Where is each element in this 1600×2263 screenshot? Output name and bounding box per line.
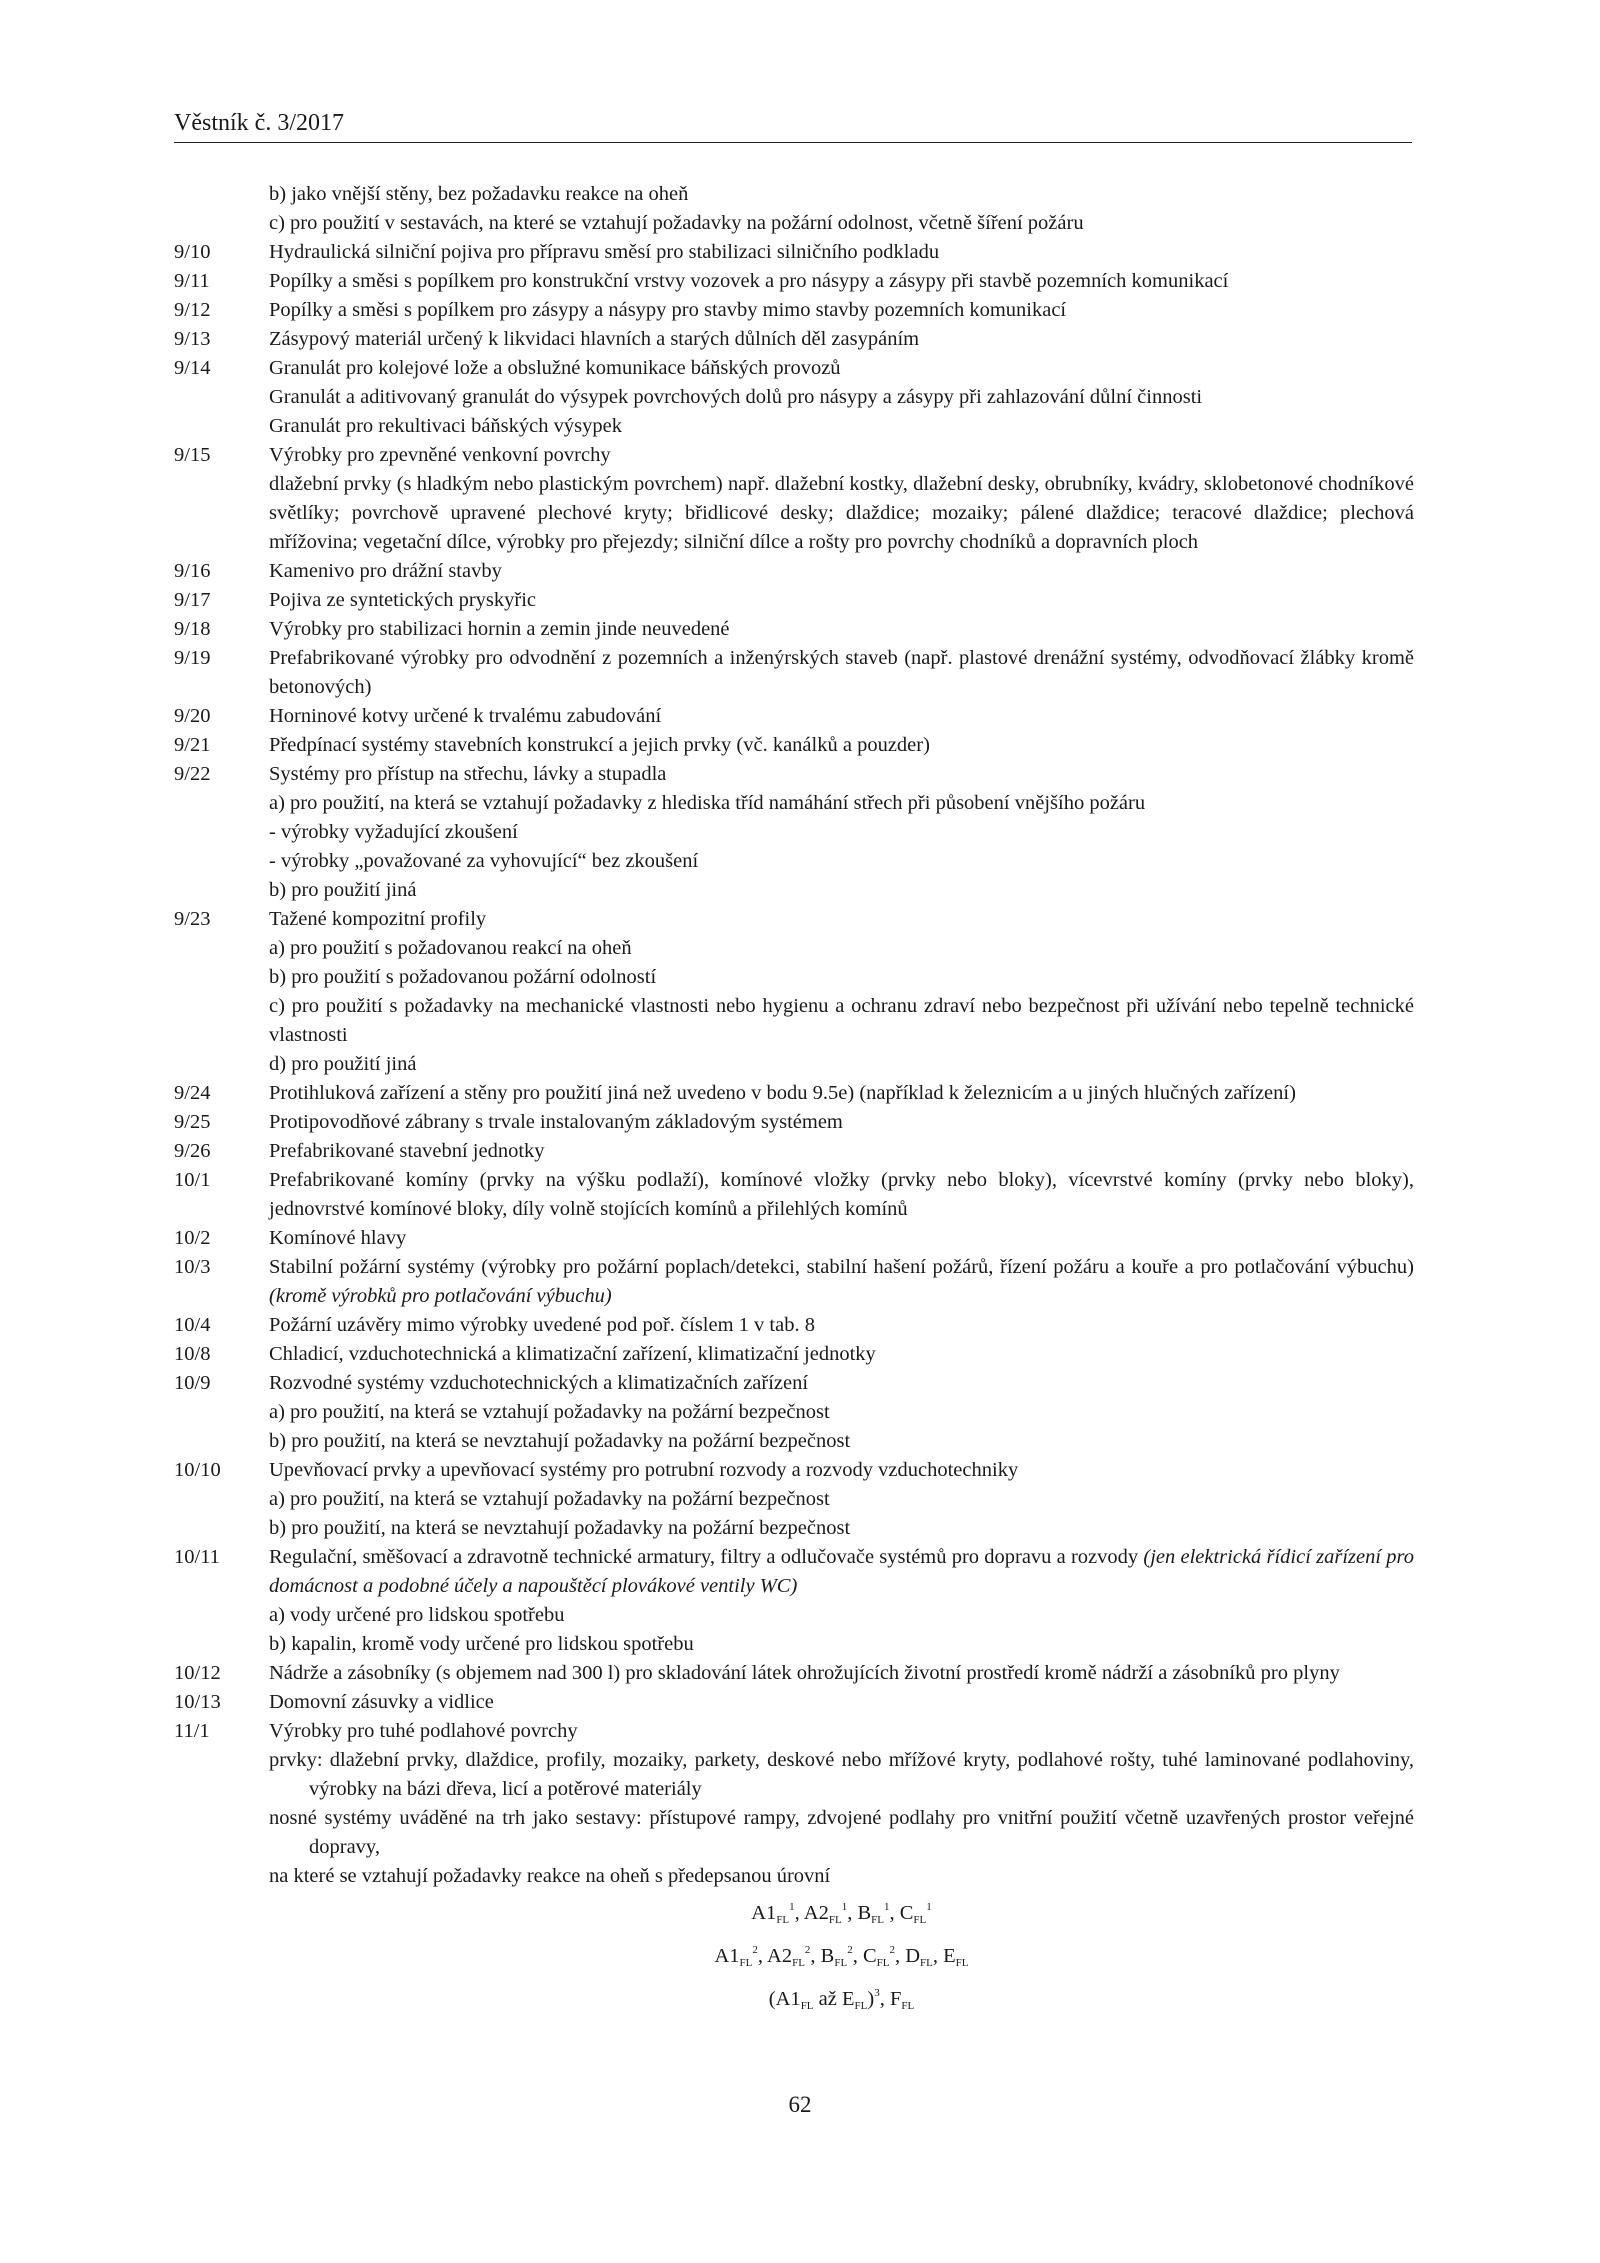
entry-text: Komínové hlavy [269, 1227, 407, 1249]
bracket: ) [867, 1988, 875, 2010]
entry-text: Prefabrikované výrobky pro odvodnění z pozemních a inženýrských staveb (např. plastové drenážní systémy, odvodňovací žlábky kromě betonových) [269, 647, 1414, 698]
entry-number: 9/10 [174, 241, 211, 263]
entry-10-2 [174, 1224, 1414, 1253]
entry-text: Hydraulická silniční pojiva pro přípravu směsí pro stabilizaci silničního podkladu [269, 241, 940, 263]
entry-9-18 [174, 615, 1414, 644]
entry-number: 9/26 [174, 1140, 211, 1162]
separator: , [894, 1945, 906, 1967]
list-item: b) kapalin, kromě vody určené pro lidskou spotřebu [269, 1633, 694, 1655]
entry-text: Prefabrikované komíny (prvky na výšku podlaží), komínové vložky (prvky nebo bloky), vícevrstvé komíny (prvky nebo bloky), jednovrstvé komínové bloky, díly volně stojících komínů a přilehlých komínů [269, 1169, 1414, 1220]
entry-10-13 [174, 1688, 1414, 1717]
class-symbol: E [841, 1988, 855, 2010]
entry-9-20 [174, 702, 1414, 731]
footnote-marker: 1 [883, 1901, 890, 1913]
entry-text: Chladicí, vzduchotechnická a klimatizační zařízení, klimatizační jednotky [269, 1343, 876, 1365]
entry-9-25 [174, 1108, 1414, 1137]
entry-9-13 [174, 325, 1414, 354]
list-item: - výrobky „považované za vyhovující“ bez zkoušení [269, 850, 699, 872]
entry-9-12 [174, 296, 1414, 325]
entry-9-17 [174, 586, 1414, 615]
entry-text: Nádrže a zásobníky (s objemem nad 300 l) pro skladování látek ohrožujících životní prostředí kromě nádrží a zásobníků pro plyny [269, 1662, 1340, 1684]
entry-text: Výrobky pro stabilizaci hornin a zemin jinde neuvedené [269, 618, 730, 640]
footnote-marker: 1 [926, 1901, 932, 1913]
class-subscript: FL [828, 1914, 842, 1926]
list-item-text: nosné systémy uváděné na trh jako sestavy: přístupové rampy, zdvojené podlahy pro vnitřní použití včetně uzavřených prostor veřejné dopravy, [269, 1807, 1414, 1858]
entry-9-16 [174, 557, 1414, 586]
entry-number: 9/12 [174, 299, 211, 321]
class-symbol: B [820, 1945, 835, 1967]
footnote-marker: 2 [847, 1944, 853, 1956]
entry-text: Systémy pro přístup na střechu, lávky a stupadla [269, 763, 667, 785]
entry-number: 10/11 [174, 1546, 220, 1568]
footnote-marker: 1 [789, 1901, 795, 1913]
entry-continuation: Granulát a aditivovaný granulát do výsypek povrchových dolů pro násypy a zásypy při zahlazování důlní činnosti [269, 386, 1203, 408]
footnote-marker: 2 [752, 1944, 758, 1956]
footnote-marker: 2 [804, 1944, 811, 1956]
entry-text: Pojiva ze syntetických pryskyřic [269, 589, 537, 611]
class-symbol: A1 [714, 1945, 740, 1967]
entry-number: 10/3 [174, 1256, 211, 1278]
entry-number: 9/11 [174, 270, 210, 292]
list-item: a) pro použití, na která se vztahují požadavky na požární bezpečnost [269, 1488, 830, 1510]
list-item: d) pro použití jiná [269, 1053, 417, 1075]
separator: , [794, 1902, 804, 1924]
list-item: a) pro použití, na která se vztahují požadavky z hlediska tříd namáhání střech při působení vnějšího požáru [269, 792, 1146, 814]
entry-text: Popílky a směsi s popílkem pro konstrukční vrstvy vozovek a pro násypy a zásypy při stavbě pozemních komunikací [269, 270, 1229, 292]
entry-number: 9/13 [174, 328, 211, 350]
entry-text-italic: (jen elektrická řídicí zařízení pro domácnost a podobné účely a napouštěcí plovákové ventily WC) [269, 1546, 1415, 1597]
entry-9-14 [174, 354, 1414, 383]
list-item: b) jako vnější stěny, bez požadavku reakce na oheň [269, 183, 689, 205]
class-subscript: FL [739, 1957, 753, 1969]
list-item: - výrobky vyžadující zkoušení [269, 821, 518, 843]
entry-text: Prefabrikované stavební jednotky [269, 1140, 545, 1162]
class-subscript: FL [854, 2000, 868, 2012]
entry-text-main: Stabilní požární systémy (výrobky pro požární poplach/detekci, stabilní hašení požárů, řízení požáru a kouře a pro potlačování výbuchu) [269, 1256, 1414, 1278]
entry-10-10 [174, 1456, 1414, 1485]
class-symbol: C [862, 1945, 877, 1967]
entry-number: 10/10 [174, 1459, 221, 1481]
range-word: až [813, 1988, 842, 2010]
list-item: b) pro použití jiná [269, 879, 417, 901]
list-item: a) vody určené pro lidskou spotřebu [269, 1604, 565, 1626]
entry-9-21 [174, 731, 1414, 760]
separator: , [879, 1988, 890, 2010]
entry-9-15 [174, 441, 1414, 470]
entry-11-1 [174, 1717, 1414, 1746]
class-subscript: FL [913, 1914, 927, 1926]
list-item: a) pro použití, na která se vztahují požadavky na požární bezpečnost [269, 1401, 830, 1423]
entry-text: Granulát pro kolejové lože a obslužné komunikace báňských provozů [269, 357, 841, 379]
bracket: ( [768, 1988, 776, 2010]
entry-number: 10/9 [174, 1372, 211, 1394]
entry-number: 9/14 [174, 357, 211, 379]
entry-10-11 [174, 1543, 1414, 1601]
entry-number: 9/15 [174, 444, 211, 466]
entry-text [269, 1543, 1414, 1601]
class-symbol: A2 [767, 1945, 793, 1967]
page-header: Věstník č. 3/2017 [174, 108, 1412, 143]
entry-number: 9/22 [174, 763, 211, 785]
class-subscript: FL [920, 1957, 933, 1969]
entry-9-23 [174, 905, 1414, 934]
fire-class-line-1 [174, 1893, 1414, 1934]
list-item: na které se vztahují požadavky reakce na oheň s předepsanou úrovní [269, 1865, 831, 1887]
class-subscript: FL [955, 1957, 969, 1969]
entry-text: Zásypový materiál určený k likvidaci hlavních a starých důlních děl zasypáním [269, 328, 920, 350]
entry-number: 9/19 [174, 647, 211, 669]
entry-text-main: Regulační, směšovací a zdravotně technické armatury, filtry a odlučovače systémů pro dopravu a rozvody [269, 1546, 1139, 1568]
entry-9-10 [174, 238, 1414, 267]
entry-number: 9/23 [174, 908, 211, 930]
entry-9-26 [174, 1137, 1414, 1166]
list-item: b) pro použití, na která se nevztahují požadavky na požární bezpečnost [269, 1430, 851, 1452]
entry-10-9 [174, 1369, 1414, 1398]
entry-10-8 [174, 1340, 1414, 1369]
list-item [174, 1804, 1414, 1862]
separator: , [757, 1945, 768, 1967]
separator: , [847, 1902, 858, 1924]
entry-number: 9/24 [174, 1082, 211, 1104]
entry-10-12 [174, 1659, 1414, 1688]
entry-text: Výrobky pro tuhé podlahové povrchy [269, 1720, 578, 1742]
entry-text: Výrobky pro zpevněné venkovní povrchy [269, 444, 611, 466]
entry-9-11 [174, 267, 1414, 296]
entry-number: 9/20 [174, 705, 211, 727]
entry-10-4 [174, 1311, 1414, 1340]
separator: , [889, 1902, 900, 1924]
footnote-marker: 1 [841, 1901, 848, 1913]
entry-10-1 [174, 1166, 1414, 1224]
entry-text: Požární uzávěry mimo výrobky uvedené pod poř. číslem 1 v tab. 8 [269, 1314, 815, 1336]
entry-text: Domovní zásuvky a vidlice [269, 1691, 494, 1713]
separator: , [932, 1945, 944, 1967]
entry-number: 11/1 [174, 1720, 210, 1742]
entry-number: 9/18 [174, 618, 211, 640]
separator: , [810, 1945, 821, 1967]
entry-text: Horninové kotvy určené k trvalému zabudování [269, 705, 662, 727]
entry-number: 10/8 [174, 1343, 211, 1365]
class-symbol: D [905, 1945, 921, 1967]
entry-9-22 [174, 760, 1414, 789]
separator: , [852, 1945, 863, 1967]
class-subscript: FL [871, 1914, 884, 1926]
class-symbol: F [889, 1988, 902, 2010]
entry-10-3 [174, 1253, 1414, 1311]
class-symbol: A2 [803, 1902, 829, 1924]
class-subscript: FL [901, 2000, 915, 2012]
entry-text: Tažené kompozitní profily [269, 908, 487, 930]
entry-text: Rozvodné systémy vzduchotechnických a klimatizačních zařízení [269, 1372, 809, 1394]
entry-9-24 [174, 1079, 1414, 1108]
entry-number: 10/2 [174, 1227, 211, 1249]
class-symbol: E [943, 1945, 956, 1967]
entry-text: Kamenivo pro drážní stavby [269, 560, 502, 582]
class-subscript: FL [876, 1957, 890, 1969]
footnote-marker: 3 [874, 1987, 880, 1999]
entry-number: 10/1 [174, 1169, 211, 1191]
list-item: b) pro použití s požadovanou požární odolností [269, 966, 657, 988]
list-item: c) pro použití s požadavky na mechanické vlastnosti nebo hygienu a ochranu zdraví nebo bezpečnost při užívání nebo tepelně technické vlastnosti [269, 995, 1414, 1046]
entry-number: 10/13 [174, 1691, 221, 1713]
list-item [174, 1746, 1414, 1804]
entry-number: 9/17 [174, 589, 211, 611]
entry-text: Popílky a směsi s popílkem pro zásypy a násypy pro stavby mimo stavby pozemních komunikací [269, 299, 1067, 321]
class-subscript: FL [800, 2000, 814, 2012]
entry-text [269, 1253, 1414, 1311]
class-subscript: FL [792, 1957, 805, 1969]
entry-number: 10/12 [174, 1662, 221, 1684]
list-item: a) pro použití s požadovanou reakcí na oheň [269, 937, 632, 959]
entry-number: 10/4 [174, 1314, 211, 1336]
fire-class-line-3 [174, 1979, 1414, 2020]
entry-number: 9/16 [174, 560, 211, 582]
entry-text: Upevňovací prvky a upevňovací systémy pro potrubní rozvody a rozvody vzduchotechniky [269, 1459, 1019, 1481]
list-item: b) pro použití, na která se nevztahují požadavky na požární bezpečnost [269, 1517, 851, 1539]
entry-number: 9/25 [174, 1111, 211, 1133]
footnote-marker: 2 [889, 1944, 895, 1956]
class-symbol: C [899, 1902, 914, 1924]
page-number: 62 [788, 2092, 812, 2117]
entry-continuation: dlažební prvky (s hladkým nebo plastickým povrchem) např. dlažební kostky, dlažební desky, obrubníky, kvádry, sklobetonové chodníkové světlíky; povrchově upravené plechové kryty; břidlicové desky; dlaždice; mozaiky; pálené dlaždice; teracové dlaždice; plechová mřížovina; vegetační dílce, výrobky pro přejezdy; silniční dílce a rošty pro povrchy chodníků a dopravních ploch [269, 473, 1414, 553]
entry-text: Protihluková zařízení a stěny pro použití jiná než uvedeno v bodu 9.5e) (například k železnicím a u jiných hlučných zařízení) [269, 1082, 1296, 1104]
document-body [174, 180, 1414, 2020]
list-item-text: prvky: dlažební prvky, dlaždice, profily, mozaiky, parkety, deskové nebo mřížové kryty, podlahové rošty, tuhé laminované podlahoviny, výrobky na bázi dřeva, licí a potěrové materiály [269, 1749, 1414, 1800]
entry-text-italic: (kromě výrobků pro potlačování výbuchu) [269, 1285, 612, 1307]
entry-9-19 [174, 644, 1414, 702]
class-symbol: A1 [775, 1988, 801, 2010]
class-subscript: FL [834, 1957, 848, 1969]
entry-text: Protipovodňové zábrany s trvale instalovaným základovým systémem [269, 1111, 843, 1133]
entry-text: Předpínací systémy stavebních konstrukcí a jejich prvky (vč. kanálků a pouzder) [269, 734, 930, 756]
class-subscript: FL [776, 1914, 790, 1926]
fire-class-line-2 [174, 1936, 1414, 1977]
class-symbol: B [857, 1902, 872, 1924]
class-symbol: A1 [751, 1902, 777, 1924]
list-item: c) pro použití v sestavách, na které se vztahují požadavky na požární odolnost, včetně šíření požáru [269, 212, 1084, 234]
entry-number: 9/21 [174, 734, 211, 756]
entry-continuation: Granulát pro rekultivaci báňských výsypek [269, 415, 622, 437]
